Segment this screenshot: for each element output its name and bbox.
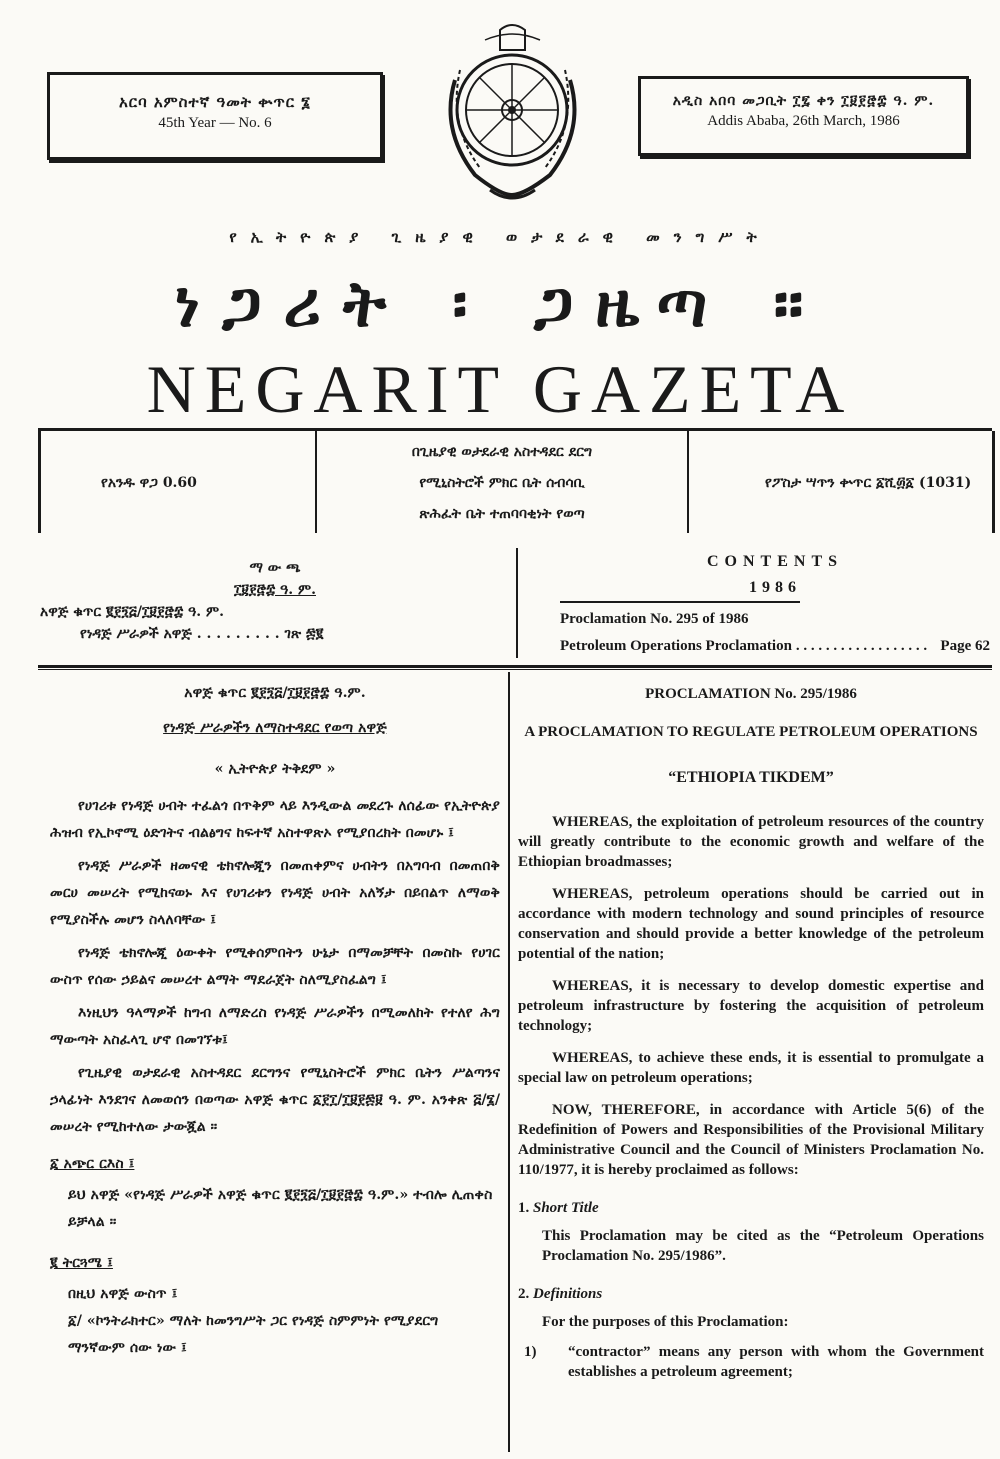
- preamble-paragraph: NOW, THEREFORE, in accordance with Article 5(6) of the Redefinition of Powers and Responsibilities of the Provisional Military Administrative Council and the Council of Ministers Proclamation No. 110/1977, it is hereby proclaimed as follows:: [518, 1102, 984, 1178]
- section-rule-thin: [38, 669, 992, 670]
- proc-title: A PROCLAMATION TO REGULATE PETROLEUM OPERATIONS: [524, 724, 978, 740]
- pobox-cell: [685, 431, 995, 533]
- contents-proclamation-amharic: አዋጅ ቁጥር ፪፻፺፭/፲፱፻፸፰ ዓ. ም.: [40, 604, 224, 620]
- contents-heading: CONTENTS: [706, 553, 844, 570]
- english-column: [518, 684, 984, 1382]
- contents-year: 1986: [749, 579, 801, 596]
- contents-year-amharic: ፲፱፻፸፰ ዓ. ም.: [233, 582, 316, 598]
- section2-number: 2.: [518, 1286, 530, 1302]
- contents-heading-amharic: ማ ው ጫ: [249, 560, 301, 576]
- column-divider: [508, 672, 510, 1452]
- section2-heading: [518, 1284, 984, 1304]
- amharic-column: [50, 680, 500, 1362]
- proc-number-amharic: አዋጅ ቁጥር ፪፻፺፭/፲፱፻፸፰ ዓ.ም.: [184, 685, 366, 701]
- issuer-line: ጽሕፈት ቤት ተጠባባቂነት የወጣ: [419, 506, 585, 522]
- national-emblem-icon: [430, 10, 595, 210]
- section-rule: [38, 665, 992, 668]
- contents-underline: [560, 601, 800, 603]
- preamble-paragraph-amharic: እነዚህን ዓላማዎች ከግብ ለማድረስ የነዳጅ ሥራዎችን በሚመለከት የተለየ ሕግ ማውጣት አስፈላጊ ሆኖ በመገኘቱ፤: [50, 1005, 500, 1048]
- issue-info-strip: [38, 428, 992, 533]
- masthead-title-amharic: ነጋሪት ፡ ጋዜጣ ።: [174, 268, 826, 342]
- definition1: [524, 1342, 984, 1382]
- proc-number: PROCLAMATION No. 295/1986: [645, 686, 857, 702]
- definition1-amharic: ፩/ «ኮንትራክተር» ማለት ከመንግሥት ጋር የነዳጅ ስምምነት የሚያደርግ ማንኛውም ሰው ነው ፤: [68, 1313, 439, 1356]
- pobox-text: የፖስታ ሣጥን ቍጥር ፩ሺ፴፩ (1031): [765, 475, 972, 491]
- preamble-paragraph-amharic: የነዳጅ ቴክኖሎጂ ዕውቀት የሚቀሰምበትን ሁኔታ በማመቻቸት በመስኩ የሀገር ውስጥ የሰው ኃይልና መሠረተ ልማት ማደራጀት ስለሚያስፈልግ ፤: [50, 945, 500, 988]
- section1-title: Short Title: [533, 1200, 599, 1216]
- government-name-amharic: የኢትዮጵያ ጊዜያዊ ወታደራዊ መንግሥት: [229, 228, 771, 246]
- issuer-cell: [315, 431, 689, 533]
- contents-item: [560, 638, 990, 655]
- section1-heading: [518, 1198, 984, 1218]
- year-issue-amharic: አርባ አምስተኛ ዓመት ቍጥር ፮: [118, 93, 312, 111]
- place-date-amharic: አዲስ አበባ መጋቢት ፲፯ ቀን ፲፱፻፸፰ ዓ. ም.: [672, 93, 935, 109]
- section2-intro-amharic: በዚህ አዋጅ ውስጥ ፤: [68, 1286, 178, 1302]
- price-cell: [38, 431, 318, 533]
- section2-heading-amharic: ፪ ትርጓሜ ፤: [50, 1255, 113, 1271]
- year-issue-box: [47, 72, 383, 160]
- contents-item-page: Page 62: [940, 638, 990, 654]
- contents-item-amharic: የነዳጅ ሥራዎች አዋጅ . . . . . . . . . ገጽ ፷፪: [80, 626, 324, 642]
- preamble-paragraph-amharic: የጊዜያዊ ወታደራዊ አስተዳደር ደርግንና የሚኒስትሮች ምክር ቤትን ሥልጣንና ኃላፊነት እንደገና ለመወሰን በወጣው አዋጅ ቁጥር ፩፻፲/፲፱፻፷፱ ዓ. ም. አንቀጽ ፭/፮/ መሠረት የሚከተለው ታውጇል ።: [50, 1065, 500, 1135]
- preamble-paragraph: WHEREAS, to achieve these ends, it is essential to promulgate a special law on petroleum operations;: [518, 1050, 984, 1086]
- section2-intro: For the purposes of this Proclamation:: [542, 1314, 789, 1330]
- year-issue-english: 45th Year — No. 6: [158, 115, 272, 131]
- motto-amharic: « ኢትዮጵያ ትቅደም »: [214, 761, 336, 777]
- preamble-paragraph-amharic: የነዳጅ ሥራዎች ዘመናዊ ቴክኖሎጂን በመጠቀምና ሀብትን በአግባብ በመጠበቅ መርሀ መሠረት የሚከናወኑ እና የሀገሪቱን የነዳጅ ሀብት አለኝታ በይበልጥ ለማወቅ የሚያስችሉ መሆን ስላለባቸው ፤: [50, 858, 500, 928]
- masthead-title-english: NEGARIT GAZETA: [146, 351, 854, 427]
- section1-body: This Proclamation may be cited as the “Petroleum Operations Proclamation No. 295/1986”.: [542, 1228, 984, 1264]
- section1-body-amharic: ይህ አዋጅ «የነዳጅ ሥራዎች አዋጅ ቁጥር ፪፻፺፭/፲፱፻፸፰ ዓ.ም.» ተብሎ ሊጠቀስ ይቻላል ።: [68, 1187, 493, 1230]
- contents-english: [560, 553, 990, 655]
- issuer-line: የሚኒስትሮች ምክር ቤት ሰብሳቢ: [419, 475, 585, 491]
- section1-number: 1.: [518, 1200, 530, 1216]
- motto: “ETHIOPIA TIKDEM”: [668, 769, 834, 786]
- contents-item-title: Petroleum Operations Proclamation: [560, 638, 792, 654]
- place-date-english: Addis Ababa, 26th March, 1986: [707, 113, 900, 129]
- contents-amharic: [40, 560, 510, 642]
- price-text: የአንዱ ዋጋ 0.60: [101, 475, 197, 491]
- definition1-number: 1): [524, 1344, 537, 1360]
- issuer-line: በጊዜያዊ ወታደራዊ አስተዳደር ደርግ: [411, 444, 593, 460]
- section1-heading-amharic: ፩ አጭር ርእስ ፤: [50, 1156, 135, 1172]
- contents-item-leader: . . . . . . . . . . . . . . . . . .: [795, 638, 928, 654]
- contents-proclamation: Proclamation No. 295 of 1986: [560, 611, 749, 627]
- preamble-paragraph: WHEREAS, petroleum operations should be carried out in accordance with modern technology and sound principles of resource conservation and should provide a better knowledge of the petroleum potential of the nation;: [518, 886, 984, 962]
- proc-title-amharic: የነዳጅ ሥራዎችን ለማስተዳደር የወጣ አዋጅ: [163, 720, 387, 736]
- section2-title: Definitions: [533, 1286, 603, 1302]
- preamble-paragraph: WHEREAS, it is necessary to develop domestic expertise and petroleum infrastructure by fostering the acquisition of petroleum technology;: [518, 978, 984, 1034]
- place-date-box: [638, 76, 969, 156]
- definition1-text: “contractor” means any person with whom the Government establishes a petroleum agreement;: [568, 1344, 984, 1380]
- preamble-paragraph: WHEREAS, the exploitation of petroleum resources of the country will greatly contribute to the economic growth and welfare of the Ethiopian broadmasses;: [518, 814, 984, 870]
- contents-divider: [516, 548, 518, 658]
- preamble-paragraph-amharic: የሀገሪቱ የነዳጅ ሀብት ተፈልጎ በጥቅም ላይ እንዲውል መደረጉ ለሰፊው የኢትዮጵያ ሕዝብ የኢኮኖሚ ዕድገትና ብልፅግና ከፍተኛ አስተዋጽኦ የሚያበረክት በመሆኑ ፤: [50, 798, 500, 841]
